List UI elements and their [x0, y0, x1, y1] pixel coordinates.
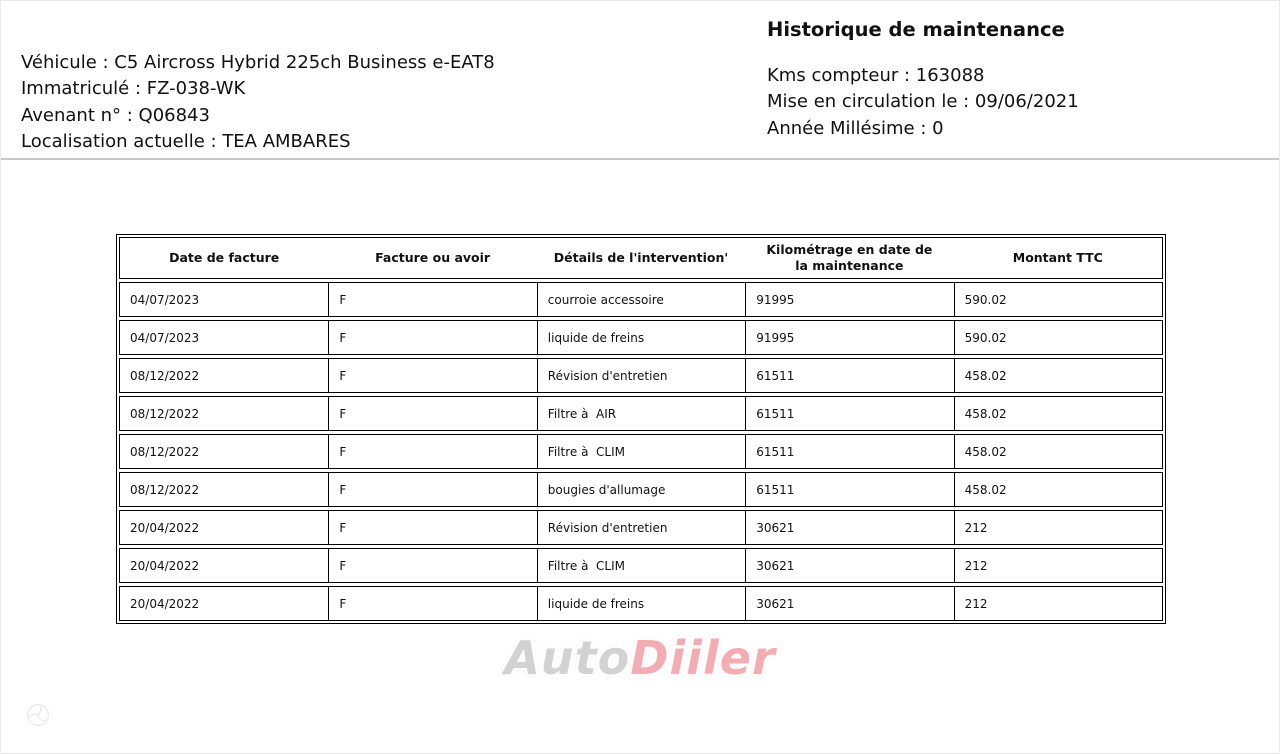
table-cell: courroie accessoire: [537, 283, 745, 316]
table-cell: 30621: [745, 511, 953, 544]
table-cell: F: [328, 283, 536, 316]
table-cell: F: [328, 473, 536, 506]
column-header-1: Facture ou avoir: [375, 249, 491, 265]
table-cell: 20/04/2022: [130, 596, 200, 611]
watermark-diiler: Diiler: [630, 631, 776, 685]
table-cell: F: [328, 321, 536, 354]
table-cell: 91995: [745, 283, 953, 316]
table-row: [119, 282, 1163, 317]
table-row: [119, 358, 1163, 393]
trefoil-logo-icon: [19, 696, 57, 732]
table-cell: 08/12/2022: [130, 368, 200, 383]
table-cell: 458.02: [954, 359, 1162, 392]
column-header-0: Date de facture: [169, 249, 280, 265]
table-cell: 08/12/2022: [130, 482, 200, 497]
table-cell: 212: [954, 511, 1162, 544]
table-cell: F: [328, 397, 536, 430]
table-cell: liquide de freins: [537, 321, 745, 354]
table-cell: 61511: [745, 435, 953, 468]
table-cell: 458.02: [954, 397, 1162, 430]
column-header-2: Détails de l'intervention': [553, 249, 729, 265]
table-row: [119, 396, 1163, 431]
table-row: [119, 548, 1163, 583]
table-header-row: [119, 237, 1163, 279]
table-cell: Révision d'entretien: [537, 359, 745, 392]
table-row: [119, 472, 1163, 507]
report-meta-block: [767, 18, 1079, 142]
column-header-3: Kilométrage en date de la maintenance: [766, 241, 933, 273]
table-cell: Filtre à CLIM: [537, 549, 745, 582]
watermark: [1, 631, 1279, 685]
table-cell: liquide de freins: [537, 587, 745, 620]
vehicle-info-block: [21, 50, 495, 156]
table-cell: 04/07/2023: [130, 292, 200, 307]
header-divider: [1, 158, 1279, 160]
table-cell: 30621: [745, 549, 953, 582]
table-row: [119, 434, 1163, 469]
table-cell: F: [328, 549, 536, 582]
table-cell: 212: [954, 587, 1162, 620]
millesime-line: Année Millésime : 0: [767, 117, 944, 139]
registration-line: Immatriculé : FZ-038-WK: [21, 78, 246, 100]
table-cell: 20/04/2022: [130, 558, 200, 573]
table-cell: Filtre à AIR: [537, 397, 745, 430]
table-cell: F: [328, 511, 536, 544]
table-cell: 212: [954, 549, 1162, 582]
table-cell: 61511: [745, 397, 953, 430]
table-row: [119, 510, 1163, 545]
table-cell: 08/12/2022: [130, 406, 200, 421]
table-cell: 20/04/2022: [130, 520, 200, 535]
table-cell: F: [328, 359, 536, 392]
page-title: Historique de maintenance: [767, 18, 1065, 41]
kms-counter-line: Kms compteur : 163088: [767, 65, 985, 86]
avenant-line: Avenant n° : Q06843: [21, 104, 210, 126]
table-cell: F: [328, 435, 536, 468]
table-cell: 91995: [745, 321, 953, 354]
table-cell: 04/07/2023: [130, 330, 200, 345]
table-row: [119, 586, 1163, 621]
circulation-date-line: Mise en circulation le : 09/06/2021: [767, 91, 1079, 113]
table-cell: 458.02: [954, 473, 1162, 506]
table-cell: bougies d'allumage: [537, 473, 745, 506]
maintenance-table: [116, 234, 1166, 624]
table-cell: 590.02: [954, 283, 1162, 316]
table-cell: Révision d'entretien: [537, 511, 745, 544]
table-cell: 61511: [745, 473, 953, 506]
table-cell: 458.02: [954, 435, 1162, 468]
table-cell: 590.02: [954, 321, 1162, 354]
table-cell: 08/12/2022: [130, 444, 200, 459]
location-line: Localisation actuelle : TEA AMBARES: [21, 131, 351, 153]
table-cell: 61511: [745, 359, 953, 392]
table-cell: Filtre à CLIM: [537, 435, 745, 468]
column-header-4: Montant TTC: [1012, 249, 1103, 265]
table-body: [119, 282, 1163, 621]
vehicle-line: Véhicule : C5 Aircross Hybrid 225ch Business e-EAT8: [21, 52, 495, 73]
table-cell: 30621: [745, 587, 953, 620]
table-cell: F: [328, 587, 536, 620]
watermark-auto: Auto: [504, 631, 631, 685]
table-row: [119, 320, 1163, 355]
